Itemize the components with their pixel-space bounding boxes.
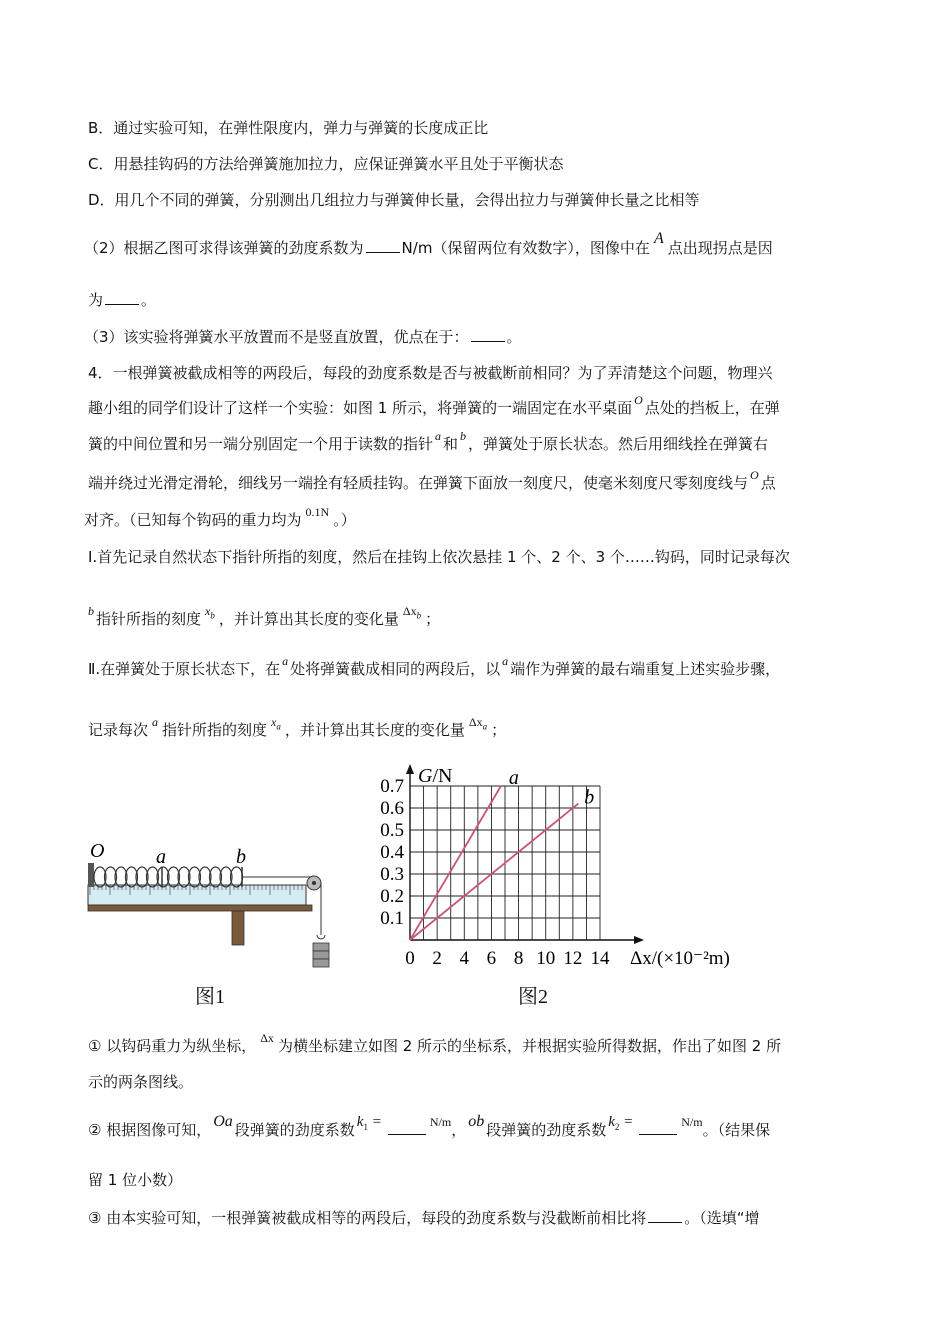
y-tick-label: 0.3 — [380, 864, 404, 885]
answer-blank[interactable] — [648, 1208, 682, 1223]
series-line-b — [410, 804, 578, 940]
figure-1-caption: 图1 — [195, 986, 225, 1008]
sub-question-3: ③ 由本实验可知，一根弹簧被截成相等的两段后，每段的劲度系数与没截断前相比将 。（选填“增 — [88, 1209, 760, 1227]
weight-1 — [313, 943, 329, 951]
x-tick-label: 10 — [536, 948, 556, 969]
weight-3 — [313, 959, 329, 967]
x-tick-label: 0 — [405, 948, 415, 969]
x-tick-label: 4 — [459, 948, 470, 969]
table-leg — [232, 911, 244, 945]
answer-blank[interactable] — [105, 290, 139, 305]
hook — [317, 935, 325, 939]
figure-2-caption: 图2 — [518, 986, 548, 1008]
y-axis-arrow — [406, 764, 414, 774]
baffle — [88, 863, 94, 887]
figure-1-spring-apparatus — [86, 835, 346, 995]
problem-4-line3: 簧的中间位置和另一端分别固定一个用于读数的指针 $^a$ 和 $^b$ ，弹簧处于原长状态。然后用细线拴在弹簧右 — [88, 429, 769, 453]
spring — [94, 867, 243, 887]
x-tick-label: 14 — [590, 948, 610, 969]
problem-4-line2: 趣小组的同学们设计了这样一个实验：如图 1 所示，将弹簧的一端固定在水平桌面 $^O$ 点处的挡板上，在弹 — [88, 393, 780, 417]
problem-4-line1: 4．一根弹簧被截成相等的两段后，每段的劲度系数是否与被截断前相同？为了弄清楚这个问题，物理兴 — [88, 364, 773, 382]
y-tick-label: 0.5 — [380, 820, 404, 841]
x-axis-label: Δx/(×10⁻²m) — [630, 948, 730, 969]
label-a: a — [156, 846, 166, 868]
step-1-line1: Ⅰ.首先记录自然状态下指针所指的刻度，然后在挂钩上依次悬挂 1 个、2 个、3 个……钩码，同时记录每次 — [88, 548, 790, 566]
option-d: D．用几个不同的弹簧，分别测出几组拉力与弹簧伸长量，会得出拉力与弹簧伸长量之比相等 — [88, 191, 700, 209]
ruler — [88, 885, 306, 905]
answer-blank[interactable] — [471, 327, 505, 342]
y-tick-label: 0.2 — [380, 886, 404, 907]
question-2-cont: 为 。 — [88, 291, 157, 309]
series-label-a: a — [508, 767, 519, 789]
y-axis-label: G/N — [418, 765, 453, 787]
question-2: （2）根据乙图可求得该弹簧的劲度系数为 N/m（保留两位有效数字），图像中在A点出现拐点是因 — [84, 230, 773, 257]
answer-blank[interactable] — [366, 238, 400, 253]
series-label-b: b — [584, 786, 595, 809]
x-tick-label: 2 — [432, 948, 442, 969]
y-tick-label: 0.7 — [380, 776, 404, 797]
step-2-line1: Ⅱ.在弹簧处于原长状态下，在 $^a$ 处将弹簧截成相同的两段后，以 $^a$ 端作为弹簧的最右端重复上述实验步骤， — [88, 654, 781, 678]
sub-question-2-cont: 留 1 位小数） — [88, 1171, 183, 1189]
x-tick-label: 12 — [563, 948, 583, 969]
y-tick-label: 0.6 — [380, 798, 404, 819]
y-tick-label: 0.1 — [380, 908, 404, 929]
step-2-line2: 记录每次 $^a$ 指针所指的刻度 $^{x_a}$ ，并计算出其长度的变化量 $^{\Delta x_a}$ ； — [88, 715, 507, 739]
table-top — [88, 905, 312, 911]
label-o: O — [90, 840, 105, 862]
x-tick-label: 6 — [486, 948, 497, 969]
x-axis-arrow — [634, 936, 644, 944]
sub-question-1: ① 以钩码重力为纵坐标， $^{\Delta x}$ 为横坐标建立如图 2 所示的坐标系，并根据实验所得数据，作出了如图 2 所 — [88, 1031, 782, 1055]
question-3: （3）该实验将弹簧水平放置而不是竖直放置，优点在于： 。 — [84, 328, 522, 346]
step-1-line2: $^b$ 指针所指的刻度 $^{x_b}$ ，并计算出其长度的变化量 $^{\Delta x_b}$ ； — [88, 604, 441, 628]
label-b: b — [236, 846, 246, 868]
sub-question-1-cont: 示的两条图线。 — [88, 1073, 194, 1091]
figure-2-chart — [370, 760, 750, 970]
answer-blank-k2[interactable] — [639, 1120, 677, 1135]
answer-blank-k1[interactable] — [388, 1120, 426, 1135]
weight-2 — [313, 951, 329, 959]
problem-4-line5: 对齐。（已知每个钩码的重力均为 $^{0.1N}$ 。） — [84, 505, 356, 529]
sub-question-2: ② 根据图像可知， Oa 段弹簧的劲度系数 $k_1 = ^{N/m}$， ob 段弹簧的劲度系数 $k_2 = ^{N/m}$。（结果保 — [88, 1113, 771, 1139]
y-tick-label: 0.4 — [380, 842, 404, 863]
x-tick-label: 8 — [513, 948, 524, 969]
problem-4-line4: 端并绕过光滑定滑轮，细线另一端拴有轻质挂钩。在弹簧下面放一刻度尺，使毫米刻度尺零刻度线与 $^O$ 点 — [88, 468, 776, 492]
option-b: B．通过实验可知，在弹性限度内，弹力与弹簧的长度成正比 — [88, 119, 489, 137]
option-c: C．用悬挂钩码的方法给弹簧施加拉力，应保证弹簧水平且处于平衡状态 — [88, 155, 564, 173]
